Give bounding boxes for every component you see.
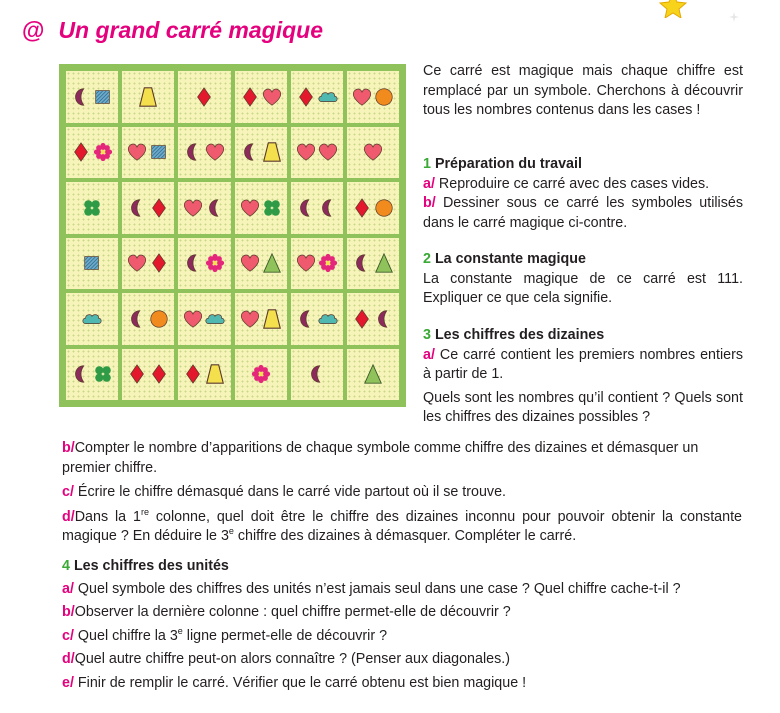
- grid-cell-r5-c6: [347, 293, 399, 345]
- grid-cell-r4-c1: [66, 238, 118, 290]
- grid-cell-r5-c2: [122, 293, 174, 345]
- cell-symbols: [182, 307, 226, 331]
- grid-cell-r2-c2: [122, 127, 174, 179]
- flower-icon: [251, 365, 269, 383]
- square-icon: [85, 257, 99, 270]
- section-3-d: d/Dans la 1re colonne, quel doit être le chiffre des dizaines inconnu pour pouvoir obtenir la constante magique ? En déduire le 3e chiffre des dizaines à démasquer. Compléter le carré.: [62, 506, 742, 544]
- moon-icon: [188, 144, 196, 161]
- section-3-b: b/Compter le nombre d’apparitions de chaque symbole comme chiffre des dizaines et démasquer un premier chiffre.: [62, 440, 699, 476]
- cell-symbols: [137, 85, 159, 109]
- heart-icon: [364, 144, 381, 160]
- cell-symbols: [239, 140, 283, 164]
- section-3-a2: Quels sont les nombres qu’il contient ? Quels sont les chiffres des dizaines possibles ?: [423, 389, 743, 425]
- grid-cell-r1-c5: [291, 71, 343, 123]
- diamond-icon: [187, 365, 200, 383]
- trap-icon: [263, 310, 280, 328]
- square-icon: [96, 90, 110, 103]
- cell-symbols: [362, 140, 384, 164]
- diamond-icon: [243, 88, 256, 106]
- cell-symbols: [193, 85, 215, 109]
- section-4-heading: 4 Les chiffres des unités: [62, 558, 229, 574]
- cell-symbols: [295, 85, 339, 109]
- grid-cell-r3-c6: [347, 182, 399, 234]
- section-4-d: d/Quel autre chiffre peut-on alors connaître ? (Penser aux diagonales.): [62, 651, 510, 667]
- section-1-heading: 1 Préparation du travail: [423, 156, 582, 172]
- cloud-icon: [319, 314, 337, 323]
- trap-icon: [140, 88, 157, 106]
- cell-symbols: [295, 251, 339, 275]
- grid-cell-r6-c3: [178, 349, 230, 401]
- triangle-icon: [376, 254, 393, 272]
- clover-icon: [84, 200, 100, 216]
- moon-icon: [378, 311, 386, 328]
- trap-icon: [207, 365, 224, 383]
- grid-cell-r2-c3: [178, 127, 230, 179]
- cell-symbols: [239, 85, 283, 109]
- section-2-text: La constante magique de ce carré est 111. Expliquer ce que cela signifie.: [423, 270, 743, 306]
- star-icon: [658, 0, 688, 18]
- heart-icon: [241, 255, 258, 271]
- moon-icon: [76, 366, 84, 383]
- triangle-icon: [365, 365, 382, 383]
- moon-icon: [300, 311, 308, 328]
- cloud-icon: [319, 92, 337, 101]
- heart-icon: [319, 144, 336, 160]
- cell-symbols: [362, 362, 384, 386]
- cell-symbols: [295, 140, 339, 164]
- diamond-icon: [198, 88, 211, 106]
- trap-icon: [263, 143, 280, 161]
- grid-cell-r4-c4: [235, 238, 287, 290]
- cell-symbols: [70, 362, 114, 386]
- section-3-c: c/ Écrire le chiffre démasqué dans le carré vide partout où il se trouve.: [62, 484, 506, 500]
- grid-cell-r4-c3: [178, 238, 230, 290]
- grid-cell-r2-c4: [235, 127, 287, 179]
- grid-cell-r2-c1: [66, 127, 118, 179]
- section-3-cont: [62, 439, 742, 547]
- heart-icon: [297, 144, 314, 160]
- grid-cell-r5-c3: [178, 293, 230, 345]
- cell-symbols: [239, 196, 283, 220]
- heart-icon: [241, 311, 258, 327]
- cloud-icon: [83, 314, 101, 323]
- moon-icon: [188, 255, 196, 272]
- diamond-icon: [299, 88, 312, 106]
- cell-symbols: [250, 362, 272, 386]
- cell-symbols: [126, 251, 170, 275]
- sparkle-icon: [729, 12, 739, 22]
- cell-symbols: [182, 140, 226, 164]
- grid-cell-r1-c4: [235, 71, 287, 123]
- grid-cell-r3-c2: [122, 182, 174, 234]
- heart-icon: [185, 200, 202, 216]
- grid-cell-r1-c1: [66, 71, 118, 123]
- cell-symbols: [351, 196, 395, 220]
- moon-icon: [132, 200, 140, 217]
- cell-symbols: [306, 362, 328, 386]
- section-1-b: b/ Dessiner sous ce carré les symboles utilisés dans le carré magique ci-contre.: [423, 195, 743, 231]
- square-icon: [152, 146, 166, 159]
- cell-symbols: [81, 307, 103, 331]
- circle-icon: [151, 311, 168, 328]
- moon-icon: [322, 200, 330, 217]
- circle-icon: [376, 200, 393, 217]
- diamond-icon: [153, 365, 166, 383]
- cell-symbols: [126, 362, 170, 386]
- cell-symbols: [126, 140, 170, 164]
- cell-symbols: [351, 307, 395, 331]
- cell-symbols: [70, 140, 114, 164]
- grid-cell-r3-c4: [235, 182, 287, 234]
- cell-symbols: [81, 196, 103, 220]
- section-3-heading: 3 Les chiffres des dizaines: [423, 327, 605, 343]
- flower-icon: [206, 254, 224, 272]
- heart-icon: [207, 144, 224, 160]
- section-1-a: a/ Reproduire ce carré avec des cases vides.: [423, 175, 710, 192]
- grid-cell-r1-c6: [347, 71, 399, 123]
- moon-icon: [76, 89, 84, 106]
- section-3: [423, 326, 743, 428]
- grid-cell-r6-c1: [66, 349, 118, 401]
- diamond-icon: [153, 199, 166, 217]
- moon-icon: [244, 144, 252, 161]
- grid-cell-r4-c6: [347, 238, 399, 290]
- heart-icon: [353, 89, 370, 105]
- cell-symbols: [182, 251, 226, 275]
- heart-icon: [241, 200, 258, 216]
- grid-cell-r3-c3: [178, 182, 230, 234]
- triangle-icon: [263, 254, 280, 272]
- clover-icon: [264, 200, 280, 216]
- section-1: [423, 155, 743, 233]
- section-4-b: b/Observer la dernière colonne : quel chiffre permet-elle de découvrir ?: [62, 604, 511, 620]
- title-text: Un grand carré magique: [58, 17, 324, 43]
- cell-symbols: [182, 362, 226, 386]
- section-4: [62, 557, 742, 693]
- cell-symbols: [351, 85, 395, 109]
- grid-cell-r1-c2: [122, 71, 174, 123]
- cloud-icon: [206, 314, 224, 323]
- diamond-icon: [355, 310, 368, 328]
- cell-symbols: [295, 196, 339, 220]
- section-2: [423, 250, 743, 309]
- heart-icon: [129, 255, 146, 271]
- cell-symbols: [81, 251, 103, 275]
- grid-cell-r5-c1: [66, 293, 118, 345]
- moon-icon: [300, 200, 308, 217]
- grid-cell-r2-c6: [347, 127, 399, 179]
- flower-icon: [94, 143, 112, 161]
- intro-text: Ce carré est magique mais chaque chiffre est remplacé par un symbole. Cherchons à découvrir tous les nombres contenus dans les cases !: [423, 63, 743, 118]
- grid-cell-r1-c3: [178, 71, 230, 123]
- section-4-e: e/ Finir de remplir le carré. Vérifier que le carré obtenu est bien magique !: [62, 674, 527, 691]
- grid-cell-r4-c5: [291, 238, 343, 290]
- grid-cell-r3-c1: [66, 182, 118, 234]
- circle-icon: [376, 89, 393, 106]
- diamond-icon: [75, 143, 88, 161]
- heart-icon: [297, 255, 314, 271]
- magic-square-grid: [66, 71, 399, 400]
- page-title: [22, 17, 323, 44]
- cell-symbols: [70, 85, 114, 109]
- heart-icon: [263, 89, 280, 105]
- section-2-heading: 2 La constante magique: [423, 251, 586, 267]
- section-4-c: c/ Quel chiffre la 3e ligne permet-elle de découvrir ?: [62, 625, 388, 644]
- at-icon: @: [22, 17, 45, 43]
- diamond-icon: [131, 365, 144, 383]
- section-3-a: a/ Ce carré contient les premiers nombres entiers à partir de 1.: [423, 346, 743, 382]
- moon-icon: [210, 200, 218, 217]
- moon-icon: [132, 311, 140, 328]
- grid-cell-r5-c5: [291, 293, 343, 345]
- diamond-icon: [153, 254, 166, 272]
- magic-square: [59, 64, 406, 407]
- flower-icon: [319, 254, 337, 272]
- cell-symbols: [126, 307, 170, 331]
- heart-icon: [129, 144, 146, 160]
- section-4-a: a/ Quel symbole des chiffres des unités n’est jamais seul dans une case ? Quel chiffre cache-t-il ?: [62, 580, 681, 597]
- cell-symbols: [182, 196, 226, 220]
- heart-icon: [185, 311, 202, 327]
- grid-cell-r3-c5: [291, 182, 343, 234]
- moon-icon: [356, 255, 364, 272]
- cell-symbols: [126, 196, 170, 220]
- grid-cell-r6-c2: [122, 349, 174, 401]
- grid-cell-r2-c5: [291, 127, 343, 179]
- grid-cell-r4-c2: [122, 238, 174, 290]
- clover-icon: [95, 366, 111, 382]
- cell-symbols: [239, 251, 283, 275]
- grid-cell-r6-c5: [291, 349, 343, 401]
- grid-cell-r6-c4: [235, 349, 287, 401]
- cell-symbols: [239, 307, 283, 331]
- cell-symbols: [295, 307, 339, 331]
- diamond-icon: [355, 199, 368, 217]
- moon-icon: [311, 366, 319, 383]
- grid-cell-r6-c6: [347, 349, 399, 401]
- cell-symbols: [351, 251, 395, 275]
- grid-cell-r5-c4: [235, 293, 287, 345]
